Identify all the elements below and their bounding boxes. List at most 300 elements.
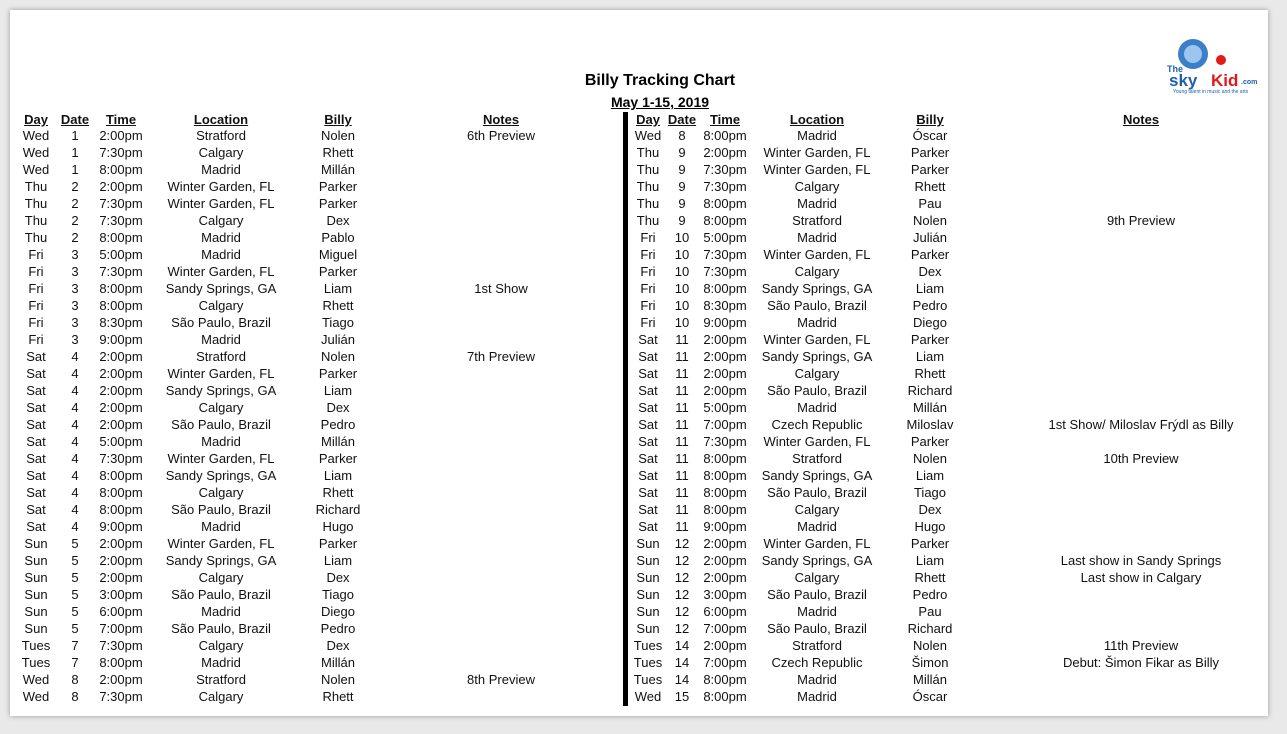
right-row-25-time: 2:00pm — [703, 536, 747, 551]
right-row-23-billy: Dex — [918, 502, 942, 517]
left-row-24-billy: Hugo — [322, 519, 354, 534]
left-row-11-billy: Rhett — [322, 298, 354, 313]
left-row-34-day: Wed — [22, 689, 50, 704]
left-row-25-location: Winter Garden, FL — [167, 536, 275, 551]
right-row-19-billy: Parker — [910, 434, 950, 449]
right-row-3-day: Thu — [636, 162, 660, 177]
right-row-5-time: 8:00pm — [703, 196, 747, 211]
right-row-24-day: Sat — [638, 519, 658, 534]
right-row-33-location: Madrid — [797, 672, 837, 687]
right-row-6-billy: Nolen — [913, 213, 947, 228]
right-row-26-day: Sun — [636, 553, 660, 568]
left-row-20-billy: Parker — [318, 451, 358, 466]
right-row-23-day: Sat — [638, 502, 658, 517]
right-row-17-day: Sat — [638, 400, 658, 415]
left-row-10-time: 8:00pm — [99, 281, 143, 296]
right-row-22-time: 8:00pm — [703, 485, 747, 500]
left-row-28-billy: Tiago — [321, 587, 355, 602]
right-row-10-date: 10 — [674, 281, 690, 296]
left-row-26-date: 5 — [71, 553, 79, 568]
right-row-12-location: Madrid — [797, 315, 837, 330]
left-row-14-day: Sat — [26, 349, 46, 364]
left-row-4-time: 2:00pm — [99, 179, 143, 194]
left-row-3-location: Madrid — [201, 162, 241, 177]
left-row-21-date: 4 — [71, 468, 79, 483]
right-row-29-billy: Pau — [918, 604, 942, 619]
left-row-17-day: Sat — [26, 400, 46, 415]
left-row-23-date: 4 — [71, 502, 79, 517]
right-row-7-location: Madrid — [797, 230, 837, 245]
right-row-31-date: 14 — [674, 638, 690, 653]
left-row-33-date: 8 — [71, 672, 79, 687]
left-row-15-date: 4 — [71, 366, 79, 381]
left-row-31-time: 7:30pm — [99, 638, 143, 653]
left-row-26-billy: Liam — [323, 553, 353, 568]
right-row-26-date: 12 — [674, 553, 690, 568]
left-row-10-location: Sandy Springs, GA — [165, 281, 277, 296]
right-row-11-date: 10 — [674, 298, 690, 313]
right-row-8-date: 10 — [674, 247, 690, 262]
right-row-14-day: Sat — [638, 349, 658, 364]
left-row-29-location: Madrid — [201, 604, 241, 619]
left-row-30-billy: Pedro — [320, 621, 356, 636]
right-header-notes: Notes — [1122, 112, 1160, 127]
right-row-14-billy: Liam — [915, 349, 945, 364]
right-row-28-location: São Paulo, Brazil — [767, 587, 867, 602]
left-row-21-time: 8:00pm — [99, 468, 143, 483]
left-row-34-billy: Rhett — [322, 689, 354, 704]
right-row-24-billy: Hugo — [914, 519, 946, 534]
left-header-date: Date — [60, 112, 90, 127]
right-row-6-notes: 9th Preview — [1107, 213, 1175, 228]
right-row-23-time: 8:00pm — [703, 502, 747, 517]
left-row-28-time: 3:00pm — [99, 587, 143, 602]
left-row-1-date: 1 — [71, 128, 79, 143]
right-row-27-location: Calgary — [794, 570, 840, 585]
right-row-4-date: 9 — [678, 179, 686, 194]
right-row-6-time: 8:00pm — [703, 213, 747, 228]
right-row-10-location: Sandy Springs, GA — [761, 281, 873, 296]
right-row-8-time: 7:30pm — [703, 247, 747, 262]
left-row-23-day: Sat — [26, 502, 46, 517]
left-row-15-time: 2:00pm — [99, 366, 143, 381]
left-row-10-date: 3 — [71, 281, 79, 296]
left-row-17-time: 2:00pm — [99, 400, 143, 415]
left-row-34-date: 8 — [71, 689, 79, 704]
left-row-1-time: 2:00pm — [99, 128, 143, 143]
left-row-5-billy: Parker — [318, 196, 358, 211]
left-row-32-location: Madrid — [201, 655, 241, 670]
right-row-19-date: 11 — [675, 434, 689, 449]
right-row-13-date: 11 — [675, 332, 689, 347]
right-row-3-date: 9 — [678, 162, 686, 177]
right-row-12-billy: Diego — [913, 315, 947, 330]
right-row-33-time: 8:00pm — [703, 672, 747, 687]
left-row-5-date: 2 — [71, 196, 79, 211]
left-row-5-location: Winter Garden, FL — [167, 196, 275, 211]
left-header-billy: Billy — [324, 112, 352, 127]
right-row-31-billy: Nolen — [913, 638, 947, 653]
right-row-21-time: 8:00pm — [703, 468, 747, 483]
left-row-25-time: 2:00pm — [99, 536, 143, 551]
left-row-24-day: Sat — [26, 519, 46, 534]
left-row-33-billy: Nolen — [321, 672, 355, 687]
right-row-8-billy: Parker — [910, 247, 950, 262]
right-row-22-day: Sat — [638, 485, 658, 500]
left-header-location: Location — [193, 112, 249, 127]
right-row-31-notes: 11th Preview — [1103, 638, 1179, 653]
right-row-20-location: Stratford — [792, 451, 842, 466]
left-row-25-billy: Parker — [318, 536, 358, 551]
left-row-12-day: Fri — [28, 315, 44, 330]
left-row-21-billy: Liam — [323, 468, 353, 483]
left-row-31-billy: Dex — [326, 638, 350, 653]
svg-text:.com: .com — [1241, 79, 1258, 86]
column-divider — [623, 112, 628, 706]
left-row-12-billy: Tiago — [321, 315, 355, 330]
right-row-31-time: 2:00pm — [703, 638, 747, 653]
left-row-15-billy: Parker — [318, 366, 358, 381]
left-row-11-date: 3 — [71, 298, 79, 313]
right-row-30-billy: Richard — [907, 621, 953, 636]
right-row-18-notes: 1st Show/ Miloslav Frýdl as Billy — [1048, 417, 1234, 432]
left-row-2-billy: Rhett — [322, 145, 354, 160]
left-row-1-day: Wed — [22, 128, 50, 143]
left-row-11-time: 8:00pm — [99, 298, 143, 313]
left-row-14-notes: 7th Preview — [467, 349, 535, 364]
left-row-29-billy: Diego — [321, 604, 355, 619]
right-row-23-date: 11 — [675, 502, 689, 517]
left-row-28-day: Sun — [24, 587, 48, 602]
right-row-2-time: 2:00pm — [703, 145, 747, 160]
right-row-31-location: Stratford — [792, 638, 842, 653]
right-row-15-day: Sat — [638, 366, 658, 381]
right-row-27-billy: Rhett — [914, 570, 946, 585]
left-row-22-location: Calgary — [198, 485, 244, 500]
left-row-34-location: Calgary — [198, 689, 244, 704]
right-row-34-day: Wed — [634, 689, 662, 704]
left-header-notes: Notes — [482, 112, 520, 127]
left-row-22-date: 4 — [71, 485, 79, 500]
right-row-16-location: São Paulo, Brazil — [767, 383, 867, 398]
left-row-16-location: Sandy Springs, GA — [165, 383, 277, 398]
right-row-12-day: Fri — [640, 315, 656, 330]
left-row-16-date: 4 — [71, 383, 79, 398]
left-row-27-day: Sun — [24, 570, 48, 585]
left-row-1-notes: 6th Preview — [467, 128, 535, 143]
right-row-3-time: 7:30pm — [703, 162, 747, 177]
left-row-30-date: 5 — [71, 621, 79, 636]
left-row-29-date: 5 — [71, 604, 79, 619]
right-row-17-time: 5:00pm — [703, 400, 747, 415]
right-row-30-day: Sun — [636, 621, 660, 636]
left-row-21-day: Sat — [26, 468, 46, 483]
svg-text:The: The — [1167, 64, 1184, 74]
left-row-4-date: 2 — [71, 179, 79, 194]
right-row-6-day: Thu — [636, 213, 660, 228]
svg-text:sky: sky — [1169, 71, 1198, 90]
left-row-24-time: 9:00pm — [99, 519, 143, 534]
svg-text:Young talent in music and the: Young talent in music and the arts — [1173, 89, 1249, 95]
left-row-8-date: 3 — [71, 247, 79, 262]
right-row-32-day: Tues — [633, 655, 663, 670]
right-row-13-billy: Parker — [910, 332, 950, 347]
left-row-9-date: 3 — [71, 264, 79, 279]
right-row-18-day: Sat — [638, 417, 658, 432]
right-row-17-location: Madrid — [797, 400, 837, 415]
right-row-14-location: Sandy Springs, GA — [761, 349, 873, 364]
right-row-29-date: 12 — [674, 604, 690, 619]
right-row-22-billy: Tiago — [913, 485, 947, 500]
left-row-20-day: Sat — [26, 451, 46, 466]
right-row-15-billy: Rhett — [914, 366, 946, 381]
left-row-33-time: 2:00pm — [99, 672, 143, 687]
left-row-18-date: 4 — [71, 417, 79, 432]
left-row-22-billy: Rhett — [322, 485, 354, 500]
right-row-9-day: Fri — [640, 264, 656, 279]
right-row-24-location: Madrid — [797, 519, 837, 534]
right-row-8-location: Winter Garden, FL — [763, 247, 871, 262]
right-row-27-date: 12 — [674, 570, 690, 585]
left-row-8-billy: Miguel — [318, 247, 358, 262]
left-row-23-time: 8:00pm — [99, 502, 143, 517]
right-row-26-time: 2:00pm — [703, 553, 747, 568]
right-row-5-billy: Pau — [918, 196, 942, 211]
left-row-18-location: São Paulo, Brazil — [171, 417, 271, 432]
left-row-17-billy: Dex — [326, 400, 350, 415]
right-row-1-billy: Óscar — [912, 128, 948, 143]
right-row-10-time: 8:00pm — [703, 281, 747, 296]
right-row-30-time: 7:00pm — [703, 621, 747, 636]
left-row-18-time: 2:00pm — [99, 417, 143, 432]
left-header-day: Day — [24, 112, 48, 127]
left-row-1-location: Stratford — [196, 128, 246, 143]
left-row-27-location: Calgary — [198, 570, 244, 585]
left-row-9-day: Fri — [28, 264, 44, 279]
left-row-9-time: 7:30pm — [99, 264, 143, 279]
right-row-3-location: Winter Garden, FL — [763, 162, 871, 177]
left-row-19-day: Sat — [26, 434, 46, 449]
right-row-28-time: 3:00pm — [703, 587, 747, 602]
right-header-location: Location — [789, 112, 845, 127]
left-row-12-time: 8:30pm — [99, 315, 143, 330]
left-row-3-day: Wed — [22, 162, 50, 177]
left-row-4-billy: Parker — [318, 179, 358, 194]
right-row-29-location: Madrid — [797, 604, 837, 619]
right-row-13-location: Winter Garden, FL — [763, 332, 871, 347]
right-row-19-location: Winter Garden, FL — [763, 434, 871, 449]
right-row-20-notes: 10th Preview — [1103, 451, 1179, 466]
left-row-1-billy: Nolen — [321, 128, 355, 143]
right-row-10-billy: Liam — [915, 281, 945, 296]
right-row-16-day: Sat — [638, 383, 658, 398]
right-row-2-date: 9 — [678, 145, 686, 160]
left-row-13-billy: Julián — [321, 332, 355, 347]
left-row-23-location: São Paulo, Brazil — [171, 502, 271, 517]
left-row-32-date: 7 — [71, 655, 79, 670]
left-row-27-time: 2:00pm — [99, 570, 143, 585]
right-row-24-date: 11 — [675, 519, 689, 534]
right-header-billy: Billy — [916, 112, 944, 127]
right-row-25-location: Winter Garden, FL — [763, 536, 871, 551]
left-row-31-location: Calgary — [198, 638, 244, 653]
left-row-9-location: Winter Garden, FL — [167, 264, 275, 279]
left-row-5-day: Thu — [24, 196, 48, 211]
right-row-8-day: Fri — [640, 247, 656, 262]
left-header-time: Time — [105, 112, 137, 127]
left-row-16-day: Sat — [26, 383, 46, 398]
right-row-32-time: 7:00pm — [703, 655, 747, 670]
right-row-18-date: 11 — [675, 417, 689, 432]
left-row-2-date: 1 — [71, 145, 79, 160]
right-row-29-time: 6:00pm — [703, 604, 747, 619]
left-row-28-location: São Paulo, Brazil — [171, 587, 271, 602]
left-row-2-day: Wed — [22, 145, 50, 160]
left-row-32-billy: Millán — [321, 655, 355, 670]
left-row-14-location: Stratford — [196, 349, 246, 364]
right-header-time: Time — [709, 112, 741, 127]
right-row-14-date: 11 — [675, 349, 689, 364]
right-row-4-billy: Rhett — [914, 179, 946, 194]
right-row-10-day: Fri — [640, 281, 656, 296]
right-row-6-date: 9 — [678, 213, 686, 228]
left-row-14-billy: Nolen — [321, 349, 355, 364]
left-row-16-billy: Liam — [323, 383, 353, 398]
right-row-21-location: Sandy Springs, GA — [761, 468, 873, 483]
chart-title: Billy Tracking Chart — [584, 72, 736, 89]
right-row-5-date: 9 — [678, 196, 686, 211]
right-row-19-time: 7:30pm — [703, 434, 747, 449]
left-row-4-location: Winter Garden, FL — [167, 179, 275, 194]
left-row-33-day: Wed — [22, 672, 50, 687]
right-row-32-date: 14 — [674, 655, 690, 670]
left-row-15-location: Winter Garden, FL — [167, 366, 275, 381]
left-row-6-billy: Dex — [326, 213, 350, 228]
left-row-5-time: 7:30pm — [99, 196, 143, 211]
left-row-8-day: Fri — [28, 247, 44, 262]
right-row-7-billy: Julián — [913, 230, 947, 245]
right-row-15-location: Calgary — [794, 366, 840, 381]
right-row-11-time: 8:30pm — [703, 298, 747, 313]
left-row-29-day: Sun — [24, 604, 48, 619]
right-row-4-day: Thu — [636, 179, 660, 194]
left-row-27-date: 5 — [71, 570, 79, 585]
left-row-25-date: 5 — [71, 536, 79, 551]
left-row-2-time: 7:30pm — [99, 145, 143, 160]
right-row-26-billy: Liam — [915, 553, 945, 568]
left-row-33-location: Stratford — [196, 672, 246, 687]
left-row-10-billy: Liam — [323, 281, 353, 296]
left-row-8-location: Madrid — [201, 247, 241, 262]
left-row-17-date: 4 — [71, 400, 79, 415]
right-row-26-notes: Last show in Sandy Springs — [1060, 553, 1222, 568]
left-row-27-billy: Dex — [326, 570, 350, 585]
right-row-6-location: Stratford — [792, 213, 842, 228]
right-row-34-date: 15 — [674, 689, 690, 704]
left-row-20-location: Winter Garden, FL — [167, 451, 275, 466]
right-row-27-time: 2:00pm — [703, 570, 747, 585]
right-row-20-billy: Nolen — [913, 451, 947, 466]
right-row-17-date: 11 — [675, 400, 689, 415]
left-row-10-notes: 1st Show — [474, 281, 528, 296]
right-row-12-time: 9:00pm — [703, 315, 747, 330]
right-row-25-billy: Parker — [910, 536, 950, 551]
right-row-31-day: Tues — [633, 638, 663, 653]
right-row-33-day: Tues — [633, 672, 663, 687]
date-range: May 1-15, 2019 — [610, 94, 710, 110]
left-row-6-date: 2 — [71, 213, 79, 228]
left-row-24-date: 4 — [71, 519, 79, 534]
left-row-22-time: 8:00pm — [99, 485, 143, 500]
right-row-15-date: 11 — [675, 366, 689, 381]
left-row-32-day: Tues — [21, 655, 51, 670]
right-row-24-time: 9:00pm — [703, 519, 747, 534]
right-row-33-billy: Millán — [913, 672, 947, 687]
left-row-24-location: Madrid — [201, 519, 241, 534]
left-row-11-day: Fri — [28, 298, 44, 313]
left-row-23-billy: Richard — [315, 502, 361, 517]
left-row-30-time: 7:00pm — [99, 621, 143, 636]
right-row-12-date: 10 — [674, 315, 690, 330]
right-row-11-location: São Paulo, Brazil — [767, 298, 867, 313]
right-row-4-location: Calgary — [794, 179, 840, 194]
left-row-12-location: São Paulo, Brazil — [171, 315, 271, 330]
right-header-date: Date — [667, 112, 697, 127]
left-row-31-date: 7 — [71, 638, 79, 653]
right-row-13-day: Sat — [638, 332, 658, 347]
left-row-18-billy: Pedro — [320, 417, 356, 432]
document-page — [10, 10, 1268, 716]
right-row-1-location: Madrid — [797, 128, 837, 143]
left-row-13-location: Madrid — [201, 332, 241, 347]
right-row-2-location: Winter Garden, FL — [763, 145, 871, 160]
right-row-14-time: 2:00pm — [703, 349, 747, 364]
right-row-18-time: 7:00pm — [703, 417, 747, 432]
left-row-22-day: Sat — [26, 485, 46, 500]
right-row-1-day: Wed — [634, 128, 662, 143]
left-row-33-notes: 8th Preview — [467, 672, 535, 687]
right-row-21-date: 11 — [675, 468, 689, 483]
left-row-12-date: 3 — [71, 315, 79, 330]
left-row-15-day: Sat — [26, 366, 46, 381]
left-row-30-location: São Paulo, Brazil — [171, 621, 271, 636]
left-row-26-day: Sun — [24, 553, 48, 568]
right-row-21-billy: Liam — [915, 468, 945, 483]
right-row-18-location: Czech Republic — [771, 417, 863, 432]
right-row-25-day: Sun — [636, 536, 660, 551]
right-row-32-notes: Debut: Šimon Fikar as Billy — [1062, 655, 1220, 670]
right-row-3-billy: Parker — [910, 162, 950, 177]
right-row-9-time: 7:30pm — [703, 264, 747, 279]
right-row-19-day: Sat — [638, 434, 658, 449]
left-row-3-billy: Millán — [321, 162, 355, 177]
right-row-16-date: 11 — [675, 383, 689, 398]
left-row-7-date: 2 — [71, 230, 79, 245]
left-row-9-billy: Parker — [318, 264, 358, 279]
left-row-7-time: 8:00pm — [99, 230, 143, 245]
right-row-20-time: 8:00pm — [703, 451, 747, 466]
right-row-9-date: 10 — [674, 264, 690, 279]
left-row-17-location: Calgary — [198, 400, 244, 415]
left-row-7-location: Madrid — [201, 230, 241, 245]
right-row-7-time: 5:00pm — [703, 230, 747, 245]
left-row-14-date: 4 — [71, 349, 79, 364]
left-row-20-date: 4 — [71, 451, 79, 466]
right-row-27-notes: Last show in Calgary — [1080, 570, 1202, 585]
left-row-19-time: 5:00pm — [99, 434, 143, 449]
right-row-23-location: Calgary — [794, 502, 840, 517]
right-row-28-date: 12 — [674, 587, 690, 602]
